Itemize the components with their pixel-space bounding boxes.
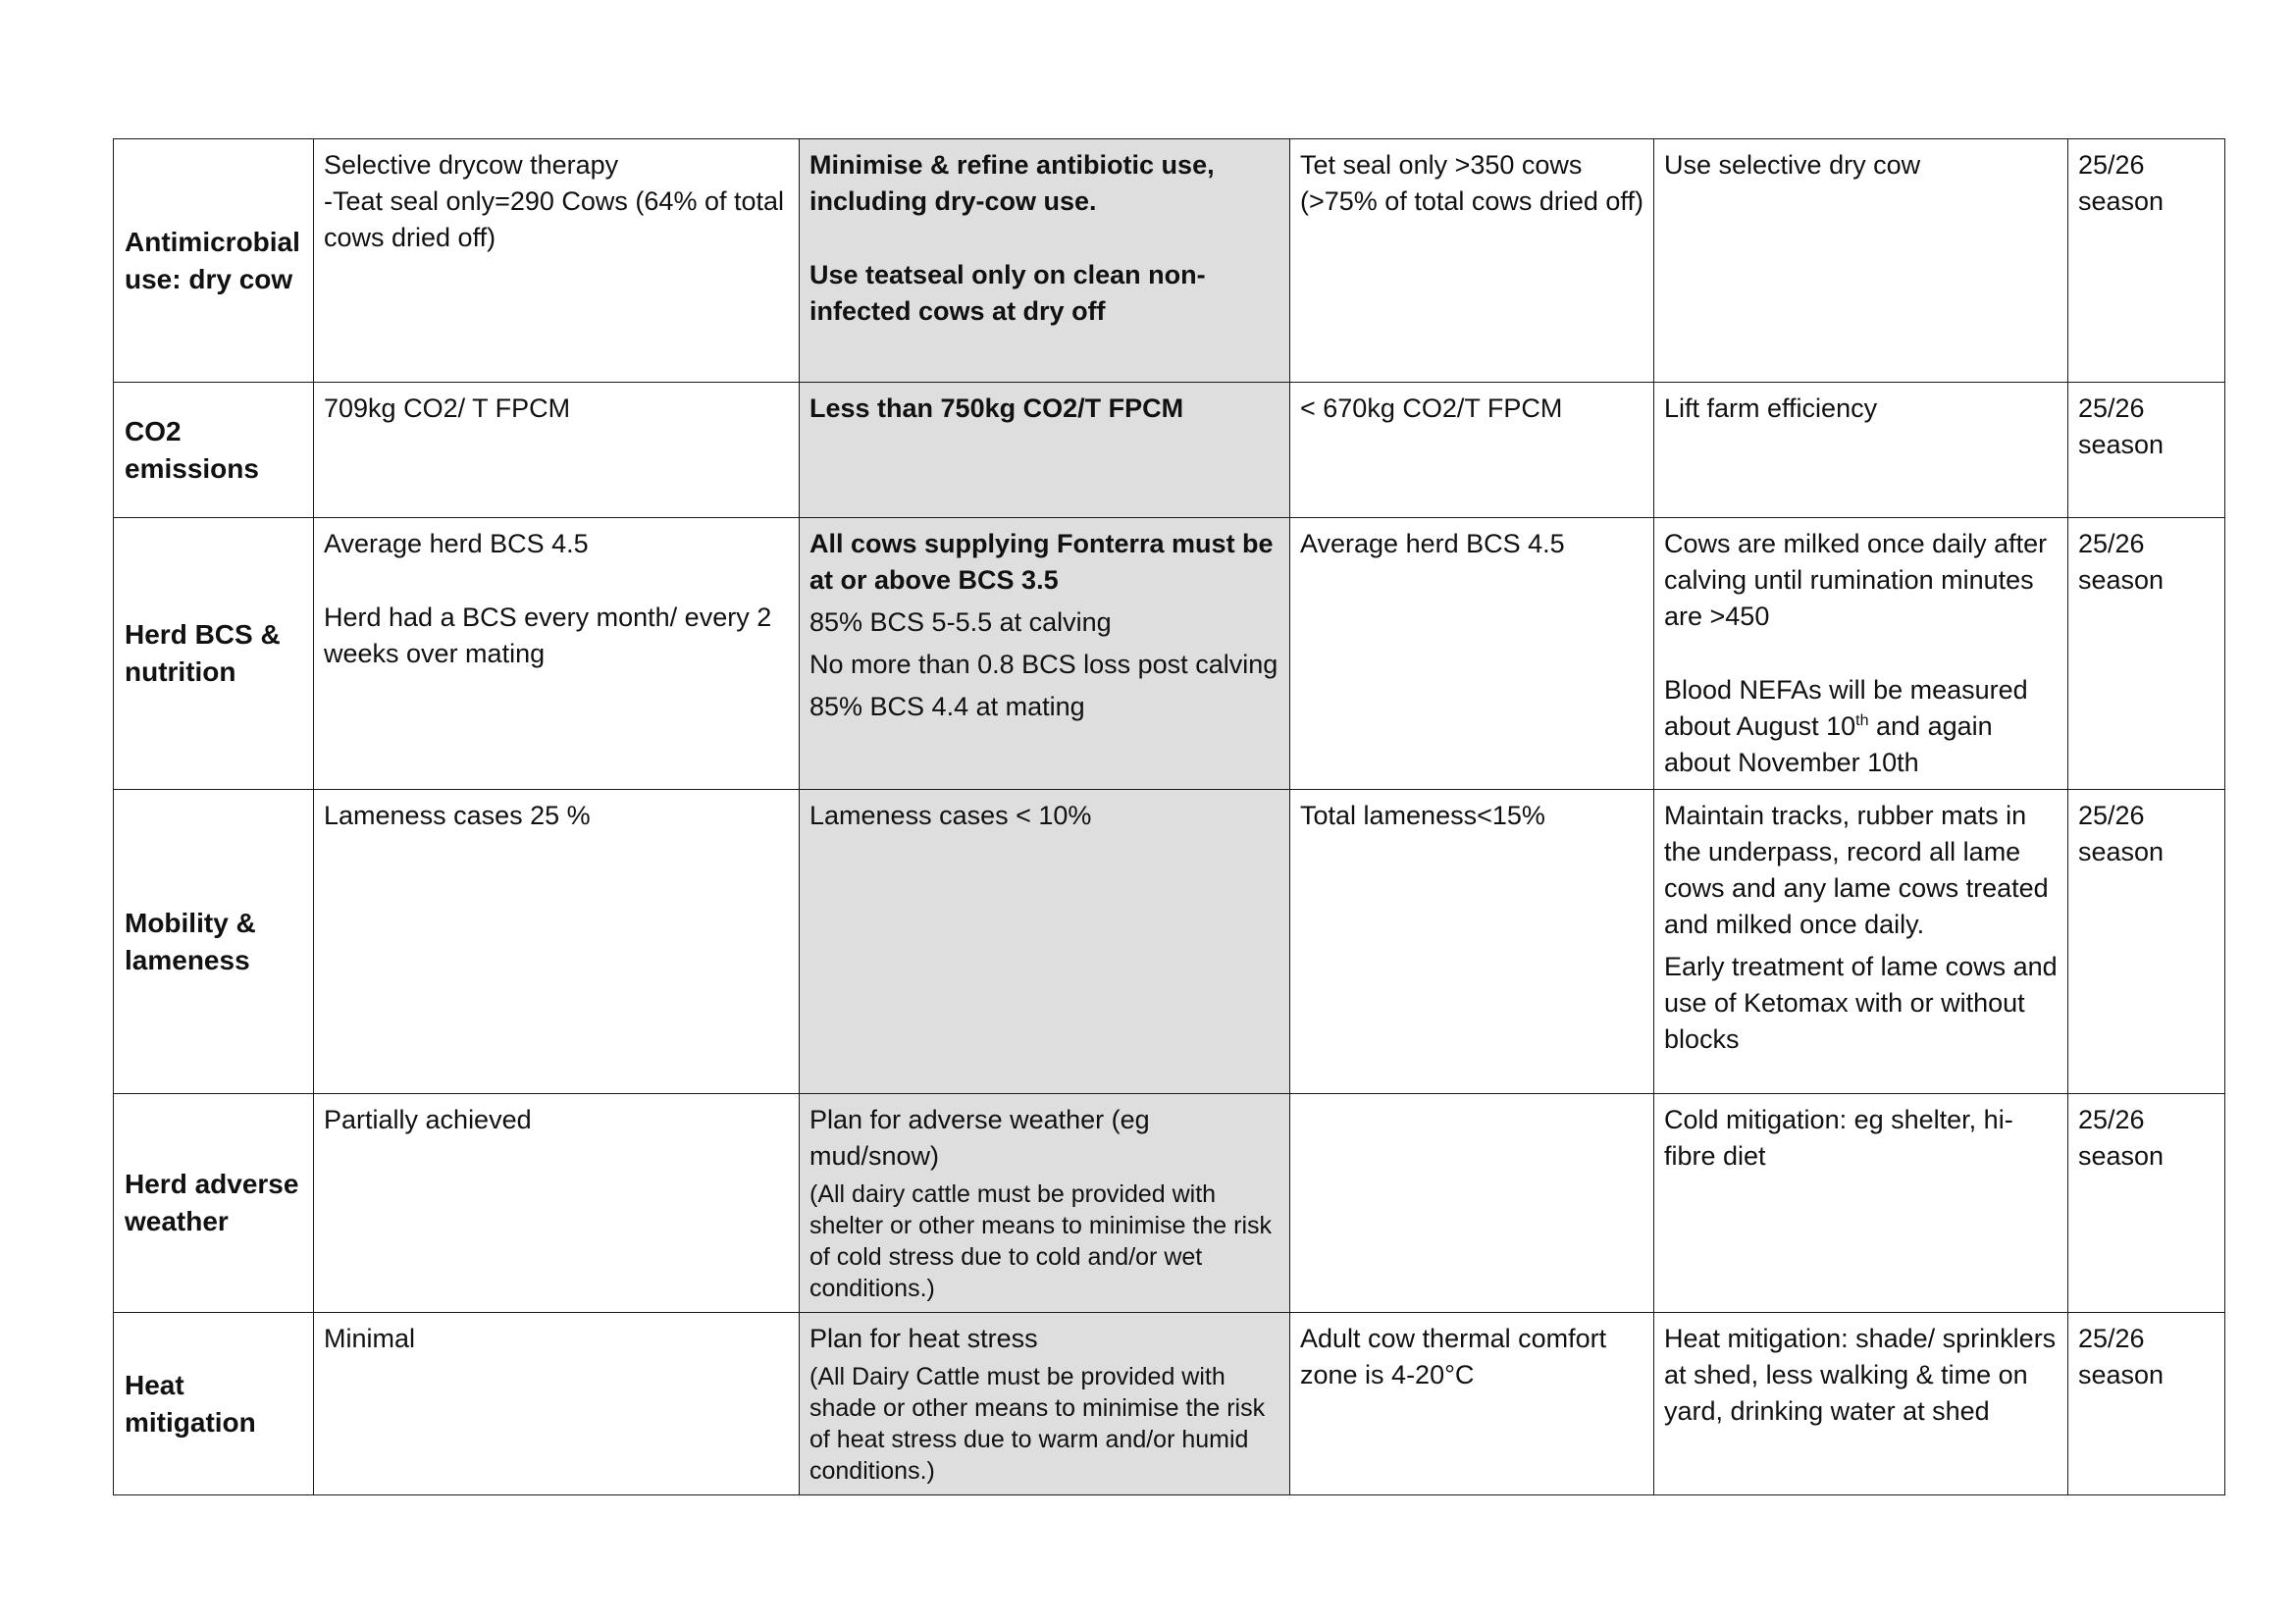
timeframe-cell: 25/26 season bbox=[2068, 790, 2225, 1094]
goal-cell: < 670kg CO2/T FPCM bbox=[1290, 383, 1654, 518]
action-cell: Heat mitigation: shade/ sprinklers at shed, less walking & time on yard, drinking water at shed bbox=[1654, 1313, 2068, 1495]
row-label: Herd BCS & nutrition bbox=[114, 518, 314, 790]
row-label: Mobility & lameness bbox=[114, 790, 314, 1094]
target-paragraph: No more than 0.8 BCS loss post calving bbox=[809, 650, 1278, 679]
target-paragraph: Plan for adverse weather (eg mud/snow) bbox=[809, 1105, 1150, 1171]
action-cell bbox=[1654, 518, 2068, 790]
timeframe-cell: 25/26 season bbox=[2068, 139, 2225, 383]
current-status-cell bbox=[314, 518, 800, 790]
current-paragraph: Average herd BCS 4.5 bbox=[324, 529, 589, 558]
action-paragraph: Maintain tracks, rubber mats in the underpass, record all lame cows and any lame cows treated and milked once daily. bbox=[1664, 801, 2049, 939]
current-line: -Teat seal only=290 Cows (64% of total cows dried off) bbox=[324, 186, 785, 252]
goal-cell bbox=[1290, 1094, 1654, 1313]
table-row bbox=[114, 139, 2225, 383]
table-row bbox=[114, 1094, 2225, 1313]
current-status-cell: Lameness cases 25 % bbox=[314, 790, 800, 1094]
row-label: Heat mitigation bbox=[114, 1313, 314, 1495]
timeframe-cell: 25/26 season bbox=[2068, 1313, 2225, 1495]
current-status-cell: 709kg CO2/ T FPCM bbox=[314, 383, 800, 518]
action-cell bbox=[1654, 790, 2068, 1094]
table-row bbox=[114, 518, 2225, 790]
action-paragraph: Early treatment of lame cows and use of Ketomax with or without blocks bbox=[1664, 952, 2058, 1054]
target-cell: Lameness cases < 10% bbox=[800, 790, 1290, 1094]
table-row bbox=[114, 383, 2225, 518]
target-cell bbox=[800, 139, 1290, 383]
target-paragraph: 85% BCS 5-5.5 at calving bbox=[809, 607, 1112, 637]
target-paragraph: All cows supplying Fonterra must be at or above BCS 3.5 bbox=[809, 529, 1274, 595]
current-paragraph: Herd had a BCS every month/ every 2 weeks over mating bbox=[324, 602, 772, 668]
target-cell bbox=[800, 1094, 1290, 1313]
current-status-cell: Partially achieved bbox=[314, 1094, 800, 1313]
table-row bbox=[114, 790, 2225, 1094]
target-paragraph: 85% BCS 4.4 at mating bbox=[809, 692, 1085, 721]
target-cell bbox=[800, 518, 1290, 790]
goal-cell: Total lameness<15% bbox=[1290, 790, 1654, 1094]
target-paragraph: Use teatseal only on clean non-infected cows at dry off bbox=[809, 260, 1206, 326]
goal-cell: Tet seal only >350 cows (>75% of total cows dried off) bbox=[1290, 139, 1654, 383]
action-paragraph: Blood NEFAs will be measured about August 10th and again about November 10th bbox=[1664, 675, 2028, 777]
row-label: CO2 emissions bbox=[114, 383, 314, 518]
row-label: Herd adverse weather bbox=[114, 1094, 314, 1313]
target-note: (All Dairy Cattle must be provided with shade or other means to minimise the risk of heat stress due to warm and/or humid conditions.) bbox=[809, 1363, 1266, 1485]
goal-cell: Average herd BCS 4.5 bbox=[1290, 518, 1654, 790]
action-cell: Lift farm efficiency bbox=[1654, 383, 2068, 518]
action-paragraph: Cows are milked once daily after calving until rumination minutes are >450 bbox=[1664, 529, 2048, 631]
timeframe-cell: 25/26 season bbox=[2068, 1094, 2225, 1313]
timeframe-cell: 25/26 season bbox=[2068, 383, 2225, 518]
table-row bbox=[114, 1313, 2225, 1495]
action-cell: Use selective dry cow bbox=[1654, 139, 2068, 383]
animal-welfare-plan-table bbox=[113, 138, 2225, 1495]
current-line: Selective drycow therapy bbox=[324, 150, 619, 180]
timeframe-cell: 25/26 season bbox=[2068, 518, 2225, 790]
target-cell: Less than 750kg CO2/T FPCM bbox=[800, 383, 1290, 518]
current-status-cell: Minimal bbox=[314, 1313, 800, 1495]
target-cell bbox=[800, 1313, 1290, 1495]
target-note: (All dairy cattle must be provided with shelter or other means to minimise the risk of cold stress due to cold and/or wet conditions.) bbox=[809, 1180, 1273, 1302]
target-paragraph: Plan for heat stress bbox=[809, 1324, 1038, 1353]
row-label: Antimicrobial use: dry cow bbox=[114, 139, 314, 383]
goal-cell: Adult cow thermal comfort zone is 4-20°C bbox=[1290, 1313, 1654, 1495]
target-paragraph: Minimise & refine antibiotic use, including dry-cow use. bbox=[809, 150, 1215, 216]
current-status-cell bbox=[314, 139, 800, 383]
action-cell: Cold mitigation: eg shelter, hi-fibre diet bbox=[1654, 1094, 2068, 1313]
